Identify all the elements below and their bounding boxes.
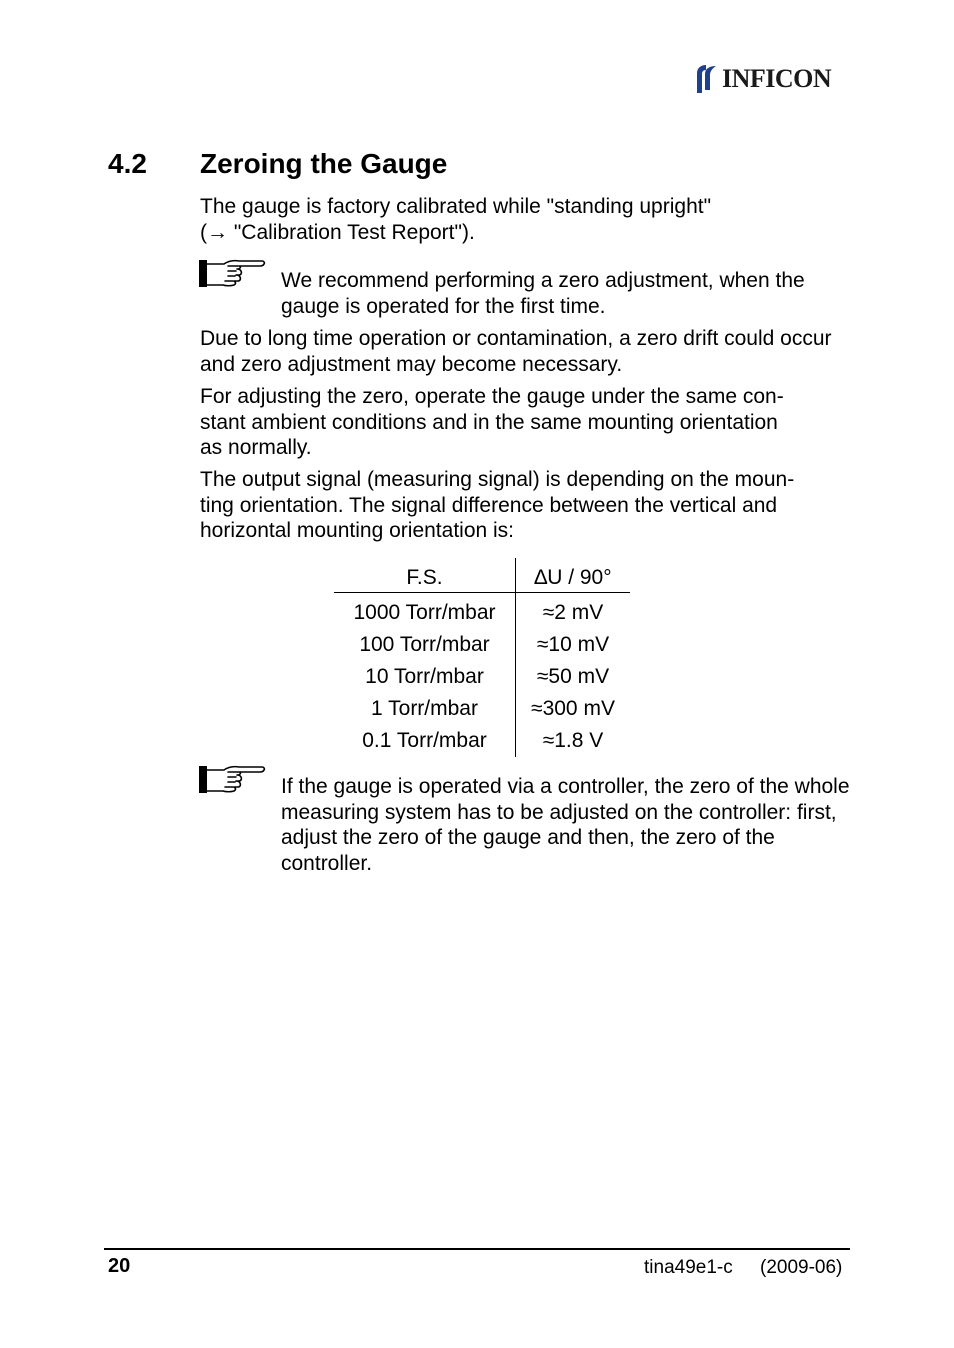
- table-cell-delta-u: ≈10 mV: [536, 633, 610, 656]
- table-cell-delta-u: ≈50 mV: [536, 665, 610, 688]
- paragraph-line: horizontal mounting orientation is:: [200, 519, 515, 542]
- document-date: (2009-06): [760, 1257, 843, 1278]
- paragraph-line: The output signal (measuring signal) is depending on the moun-: [200, 468, 795, 491]
- paragraph-line: The gauge is factory calibrated while "standing upright": [200, 195, 712, 218]
- inficon-logo: [694, 62, 846, 96]
- page-number: 20: [108, 1255, 131, 1277]
- table-cell-fs: 100 Torr/mbar: [334, 629, 516, 661]
- paragraph-output-signal: [200, 467, 850, 544]
- inficon-logo-icon: [694, 64, 722, 94]
- table-cell-fs: 1000 Torr/mbar: [334, 593, 516, 630]
- note-controller: If the gauge is operated via a controller, the zero of the whole measuring system has to be adjusted on the controller: first, adjust the zero of the gauge and then, the zero of the controller.: [281, 775, 850, 875]
- pointing-hand-icon: [198, 764, 266, 796]
- section-number: 4.2: [108, 148, 147, 179]
- table-cell-delta-u: ≈2 mV: [542, 601, 604, 624]
- table-row: [334, 593, 630, 630]
- signal-difference-table: [334, 558, 630, 757]
- paragraph-zero-drift: Due to long time operation or contamination, a zero drift could occur and zero adjustment may become necessary.: [200, 327, 832, 376]
- table-cell-delta-u: ≈1.8 V: [542, 729, 604, 752]
- table-cell-delta-u: ≈300 mV: [531, 697, 615, 720]
- paragraph-calibration: [200, 194, 850, 245]
- table-header-row: [334, 558, 630, 593]
- paragraph-line: as normally.: [200, 436, 312, 459]
- footer-divider: [104, 1248, 850, 1250]
- column-header-delta-u: ∆U / 90°: [516, 558, 631, 593]
- document-id: tina49e1-c: [644, 1257, 733, 1278]
- pointing-hand-icon: [198, 258, 266, 290]
- table-row: [334, 629, 630, 661]
- table-row: [334, 661, 630, 693]
- section-title: Zeroing the Gauge: [200, 148, 448, 179]
- table-row: [334, 693, 630, 725]
- table-cell-fs: 1 Torr/mbar: [334, 693, 516, 725]
- logo-wordmark: INFICON: [722, 64, 832, 93]
- paragraph-line: For adjusting the zero, operate the gauge under the same con-: [200, 385, 784, 408]
- note-zero-adjustment: We recommend performing a zero adjustment, when the gauge is operated for the first time.: [281, 269, 805, 318]
- table-cell-fs: 10 Torr/mbar: [334, 661, 516, 693]
- table-cell-fs: 0.1 Torr/mbar: [334, 725, 516, 757]
- paragraph-line: ting orientation. The signal difference between the vertical and: [200, 493, 778, 517]
- table-row: [334, 725, 630, 757]
- paragraph-adjusting: [200, 384, 850, 461]
- column-header-fs: F.S.: [334, 558, 516, 593]
- paragraph-line: (→ "Calibration Test Report").: [200, 220, 475, 244]
- paragraph-line: stant ambient conditions and in the same mounting orientation: [200, 410, 778, 434]
